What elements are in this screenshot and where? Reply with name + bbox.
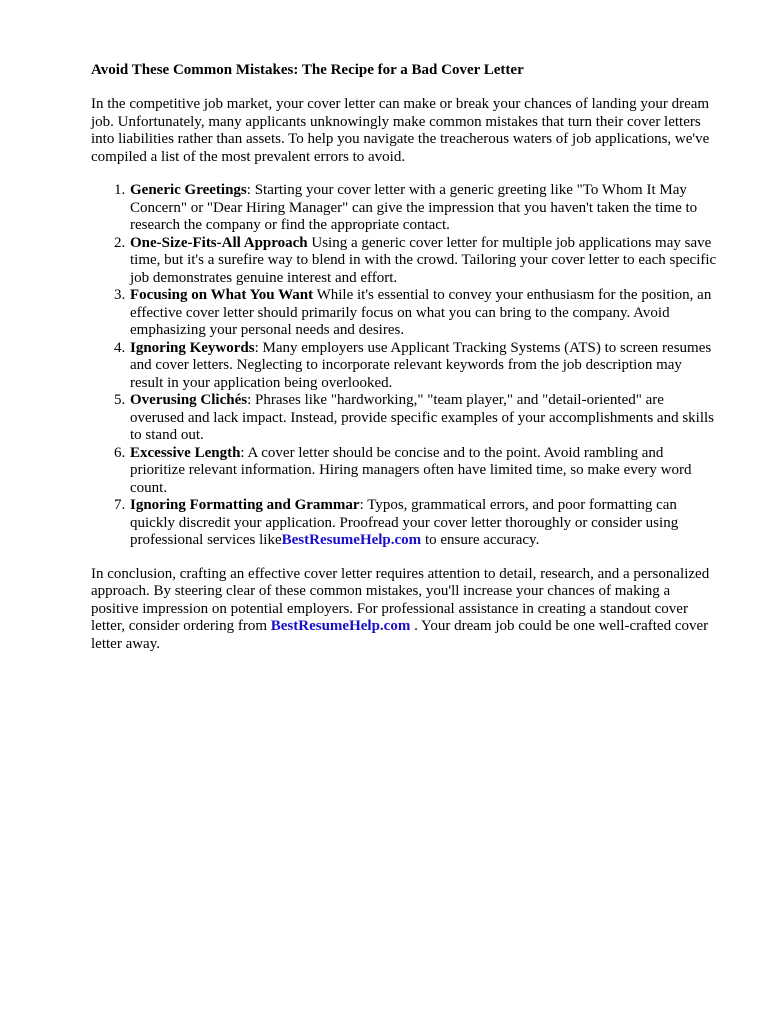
list-item [129, 287, 718, 340]
document-title: Avoid These Common Mistakes: The Recipe for a Bad Cover Letter [91, 62, 524, 78]
list-item-text: : A cover letter should be concise and to the point. Avoid rambling and prioritize relevant information. Hiring managers often have limited time, so make every word count. [130, 444, 692, 496]
list-item [129, 235, 718, 288]
list-item [129, 340, 718, 393]
list-item [129, 392, 718, 445]
list-item-text: : Starting your cover letter with a generic greeting like "To Whom It May Concern" or "Dear Hiring Manager" can give the impression that you haven't taken the time to research the company or find the appropriate contact. [130, 182, 698, 233]
list-item-text: : Phrases like "hardworking," "team player," and "detail-oriented" are overused and lack impact. Instead, provide specific examples of your accomplishments and skills to stand out. [130, 392, 714, 443]
conclusion-text: In conclusion, crafting an effective cover letter requires attention to detail, research, and a personalized approach. By steering clear of these common mistakes, you'll increase your chances of making a positive impression on potential employers. For professional assistance in creating a standout cover letter, consider ordering from [91, 565, 710, 634]
list-item [129, 445, 718, 498]
list-item-text: : Many employers use Applicant Tracking Systems (ATS) to screen resumes and cover letters. Neglecting to incorporate relevant keywords from the job description may result in your application being overlooked. [130, 339, 712, 391]
list-item-heading: Generic Greetings [130, 182, 247, 198]
bestresumehelp-link-conclusion[interactable]: BestResumeHelp.com [270, 618, 411, 634]
list-item-text: : Typos, grammatical errors, and poor formatting can quickly discredit your application. Proofread your cover letter thoroughly or consider using professional services like [130, 497, 679, 548]
list-item-heading: One-Size-Fits-All Approach [130, 234, 308, 251]
list-item-heading: Overusing Clichés [130, 392, 248, 408]
intro-paragraph: In the competitive job market, your cover letter can make or break your chances of landing your dream job. Unfortunately, many applicants unknowingly make common mistakes that turn their cover letters into liabilities rather than assets. To help you navigate the treacherous waters of job applications, we've compiled a list of the most prevalent errors to avoid. [91, 96, 710, 165]
conclusion-text-after: . Your dream job could be one well-crafted cover letter away. [91, 618, 709, 652]
list-item-text: Using a generic cover letter for multiple job applications may save time, but it's a surefire way to blend in with the crowd. Tailoring your cover letter to each specific job demonstrates genuine interest and effort. [130, 234, 717, 286]
bestresumehelp-link[interactable]: BestResumeHelp.com [281, 532, 422, 548]
list-item [129, 497, 718, 550]
list-item-heading: Excessive Length [130, 444, 241, 461]
list-item-text: While it's essential to convey your enthusiasm for the position, an effective cover letter should primarily focus on what you can bring to the company. Avoid emphasizing your personal needs and desires. [130, 287, 712, 338]
list-item [129, 182, 718, 235]
conclusion-paragraph [91, 566, 718, 654]
list-item-heading: Ignoring Formatting and Grammar [130, 497, 360, 513]
mistakes-list [91, 182, 718, 550]
list-item-heading: Ignoring Keywords [130, 339, 255, 356]
list-item-text-after: to ensure accuracy. [421, 532, 540, 548]
list-item-heading: Focusing on What You Want [130, 287, 314, 303]
